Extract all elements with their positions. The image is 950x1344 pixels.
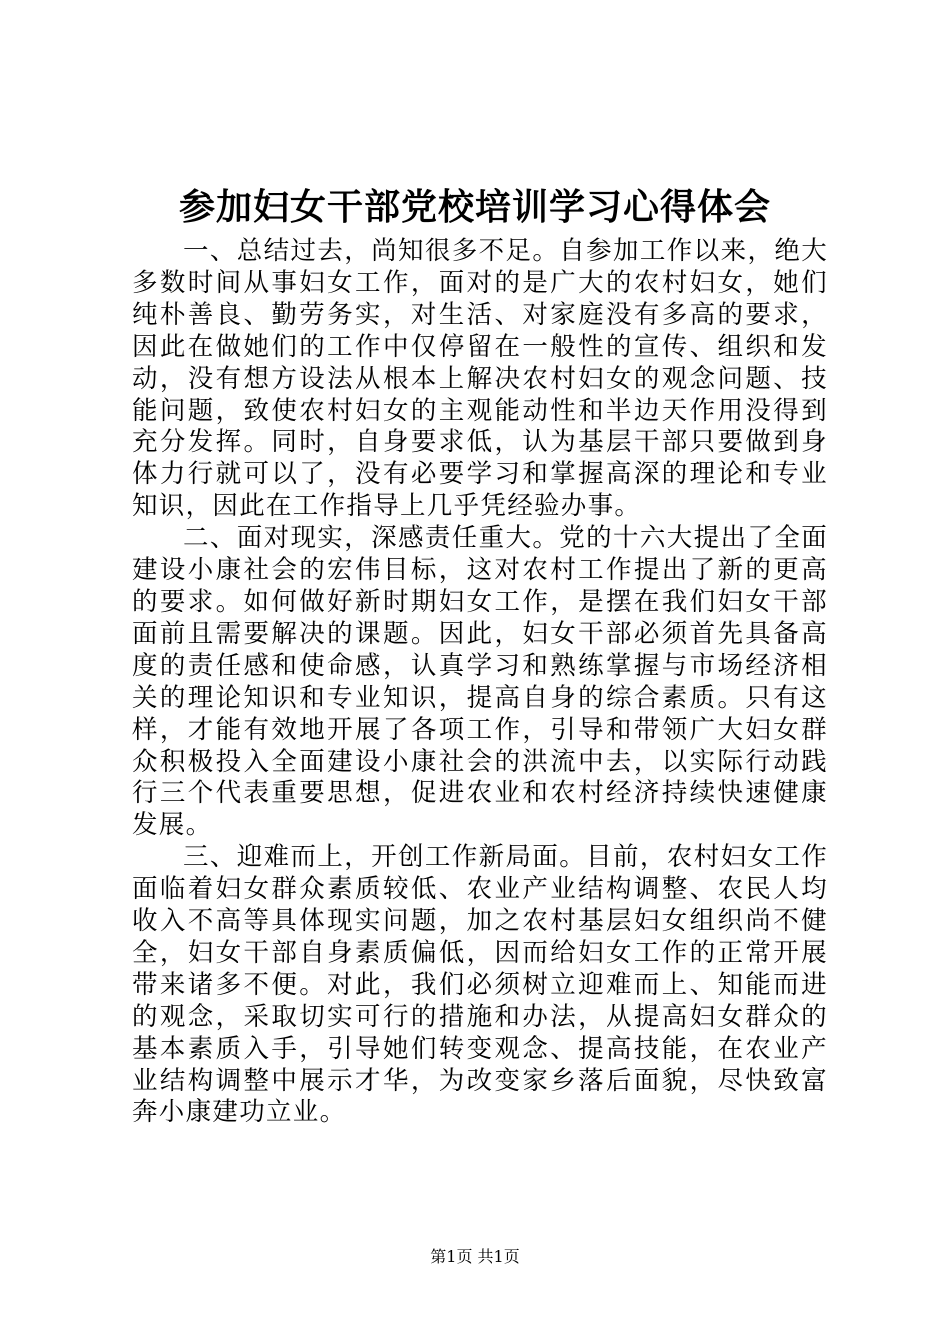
paragraph-reality: 二、面对现实，深感责任重大。党的十六大提出了全面建设小康社会的宏伟目标，这对农村工作提出了新的更高的要求。如何做好新时期妇女工作，是摆在我们妇女干部面前且需要解决的课题。因此，妇女干部必须首先具备高度的责任感和使命感，认真学习和熟练掌握与市场经济相关的理论知识和专业知识，提高自身的综合素质。只有这样，才能有效地开展了各项工作，引导和带领广大妇女群众积极投入全面建设小康社会的洪流中去，以实际行动践行三个代表重要思想，促进农业和农村经济持续快速健康发展。 [132, 523, 828, 841]
paragraph-summary: 一、总结过去，尚知很多不足。自参加工作以来，绝大多数时间从事妇女工作，面对的是广大的农村妇女，她们纯朴善良、勤劳务实，对生活、对家庭没有多高的要求，因此在做她们的工作中仅停留在一般性的宣传、组织和发动，没有想方设法从根本上解决农村妇女的观念问题、技能问题，致使农村妇女的主观能动性和半边天作用没得到充分发挥。同时，自身要求低，认为基层干部只要做到身体力行就可以了，没有必要学习和掌握高深的理论和专业知识，因此在工作指导上几乎凭经验办事。 [132, 236, 828, 522]
paragraph-challenges: 三、迎难而上，开创工作新局面。目前，农村妇女工作面临着妇女群众素质较低、农业产业结构调整、农民人均收入不高等具体现实问题，加之农村基层妇女组织尚不健全，妇女干部自身素质偏低，因而给妇女工作的正常开展带来诸多不便。对此，我们必须树立迎难而上、知能而进的观念，采取切实可行的措施和办法，从提高妇女群众的基本素质入手，引导她们转变观念、提高技能，在农业产业结构调整中展示才华，为改变家乡落后面貌，尽快致富奔小康建功立业。 [132, 842, 828, 1128]
document-body [132, 236, 828, 1129]
page-number-footer: 第1页 共1页 [430, 1247, 520, 1266]
document-title: 参加妇女干部党校培训学习心得体会 [178, 187, 771, 228]
